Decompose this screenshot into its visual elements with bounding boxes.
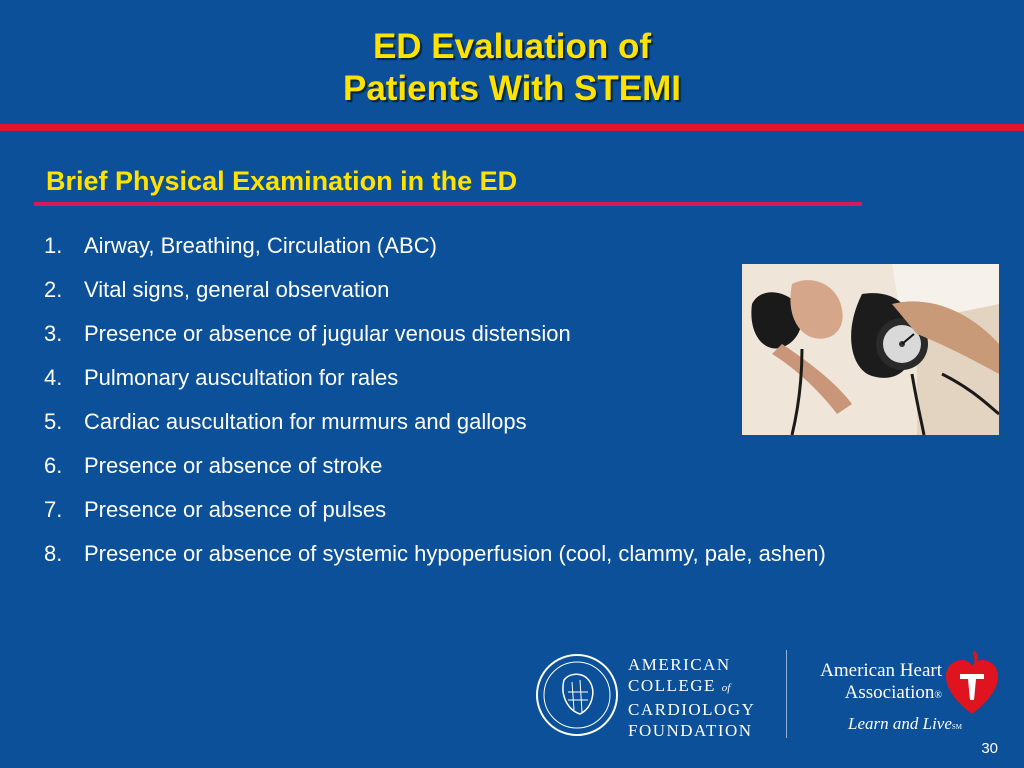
list-item — [44, 540, 904, 567]
acc-line-4: FOUNDATION — [628, 721, 753, 740]
list-item-number: 2. — [44, 277, 63, 302]
aha-registered-mark: ® — [934, 690, 942, 701]
aha-wordmark — [806, 660, 942, 707]
page-number: 30 — [981, 740, 998, 757]
list-item — [44, 232, 904, 259]
list-item-number: 7. — [44, 497, 63, 522]
blood-pressure-photo — [742, 264, 999, 435]
aha-line-2 — [806, 682, 942, 707]
section-underline — [34, 202, 862, 206]
list-item-text: Cardiac auscultation for murmurs and gallops — [84, 409, 527, 434]
aha-line-1: American Heart — [820, 660, 942, 681]
list-item-number: 4. — [44, 365, 63, 390]
list-item-text: Pulmonary auscultation for rales — [84, 365, 399, 390]
aha-tagline-text: Learn and Live — [848, 714, 952, 733]
acc-line-2 — [628, 675, 755, 699]
list-item-text: Presence or absence of stroke — [84, 453, 383, 478]
title-line-2: Patients With STEMI — [342, 69, 682, 108]
list-item-number: 3. — [44, 321, 63, 346]
acc-line-1: AMERICAN — [628, 655, 731, 674]
list-item-number: 6. — [44, 453, 63, 478]
title-line-1: ED Evaluation of — [372, 27, 652, 66]
list-item-number: 5. — [44, 409, 63, 434]
logo-divider — [786, 650, 787, 738]
list-item-number: 1. — [44, 233, 63, 258]
list-item — [44, 496, 904, 523]
acc-wordmark — [628, 654, 755, 741]
acc-line-2-of: of — [721, 682, 731, 694]
aha-tagline-mark: SM — [951, 723, 963, 731]
list-item-text: Presence or absence of pulses — [84, 497, 387, 522]
list-item-text: Airway, Breathing, Circulation (ABC) — [84, 233, 437, 258]
acc-seal-icon — [534, 652, 620, 738]
acc-line-3: CARDIOLOGY — [628, 700, 756, 719]
aha-line-2-word: Association — [844, 682, 935, 703]
list-item-text: Presence or absence of systemic hypoperfusion (cool, clammy, pale, ashen) — [84, 541, 826, 566]
list-item-text: Vital signs, general observation — [84, 277, 390, 302]
list-item-number: 8. — [44, 541, 63, 566]
slide-title — [0, 26, 1024, 110]
acc-line-2-word: COLLEGE — [628, 676, 716, 695]
aha-heart-torch-icon — [944, 648, 1000, 718]
section-heading: Brief Physical Examination in the ED — [46, 166, 518, 196]
list-item-text: Presence or absence of jugular venous distension — [84, 321, 571, 346]
sponsor-logos — [530, 648, 1000, 744]
list-item — [44, 452, 904, 479]
title-divider — [0, 124, 1024, 131]
